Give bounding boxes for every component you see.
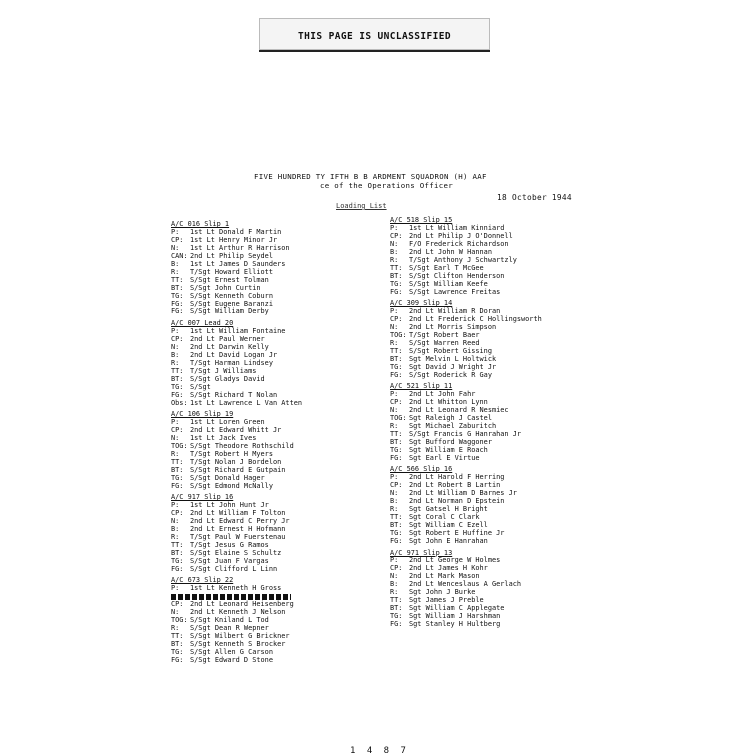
crew-name: 2nd Lt Darwin Kelly [190, 342, 269, 351]
crew-role: P: [390, 556, 399, 565]
crew-role: BT: [171, 374, 184, 383]
crew-role: CP: [171, 426, 184, 435]
crew-name: S/Sgt Ernest Tolman [190, 275, 269, 284]
crew-role: TG: [171, 291, 184, 300]
crew-role: N: [390, 322, 399, 331]
crew-name: 1st Lt Arthur R Harrison [190, 243, 290, 252]
crew-role: BT: [171, 465, 184, 474]
aircraft-crew-group [390, 550, 542, 630]
crew-role: FG: [390, 453, 403, 462]
crew-role: FG: [171, 299, 184, 308]
crew-name: Sgt William J Harshman [409, 612, 501, 621]
crew-name: 2nd Lt Paul Werner [190, 334, 265, 343]
crew-role: B: [171, 525, 180, 534]
crew-role: P: [390, 473, 399, 482]
crew-role: P: [171, 584, 180, 593]
crew-name: S/Sgt Lawrence Freitas [409, 287, 501, 296]
aircraft-crew-group [171, 411, 302, 491]
crew-name: 2nd Lt Norman D Epstein [409, 497, 505, 506]
crew-role: BT: [390, 604, 403, 613]
crew-role: N: [390, 489, 399, 498]
crew-role: TT: [390, 346, 403, 355]
crew-name: S/Sgt Eugene Baranzi [190, 299, 273, 308]
crew-name: 1st Lt James D Saunders [190, 259, 286, 268]
crew-role: R: [171, 358, 180, 367]
crew-role: FG: [171, 564, 184, 573]
crew-role: BT: [171, 548, 184, 557]
crew-role: FG: [390, 370, 403, 379]
crew-role: CP: [171, 334, 184, 343]
crew-name: 2nd Lt William D Barnes Jr [409, 489, 517, 498]
crew-name: T/Sgt Robert H Myers [190, 449, 273, 458]
office-heading: ce of the Operations Officer [320, 181, 453, 190]
aircraft-heading: A/C 971 Slip 13 [390, 548, 453, 557]
crew-role: TG: [390, 445, 403, 454]
crew-role: B: [171, 259, 180, 268]
aircraft-crew-group [390, 300, 542, 380]
aircraft-heading: A/C 106 Slip 19 [171, 410, 234, 419]
crew-role: TOG: [171, 616, 188, 625]
crew-name: 2nd Lt Philip Seydel [190, 251, 273, 260]
crew-name: S/Sgt Juan F Vargas [190, 556, 269, 565]
crew-name: 2nd Lt Leonard R Nesmiec [409, 406, 509, 415]
crew-name: Sgt James J Preble [409, 596, 484, 605]
crew-row [390, 455, 542, 463]
crew-row [390, 621, 542, 629]
crew-role: P: [171, 418, 180, 427]
crew-name: T/Sgt Robert Baer [409, 330, 480, 339]
aircraft-heading: A/C 309 Slip 14 [390, 299, 453, 308]
crew-name: 2nd Lt Frederick C Hollingsworth [409, 315, 542, 324]
crew-name: S/Sgt Kenneth Coburn [190, 291, 273, 300]
crew-role: P: [390, 307, 399, 316]
crew-role: TT: [390, 263, 403, 272]
crew-name: Sgt Raleigh J Castel [409, 414, 492, 423]
aircraft-heading: A/C 673 Slip 22 [171, 576, 234, 585]
crew-role: TG: [171, 473, 184, 482]
crew-name: T/Sgt Howard Elliott [190, 267, 273, 276]
crew-role: P: [171, 227, 180, 236]
crew-role: TG: [390, 612, 403, 621]
crew-name: S/Sgt Kniland L Tod [190, 616, 269, 625]
aircraft-heading: A/C 917 Slip 16 [171, 493, 234, 502]
crew-role: FG: [390, 620, 403, 629]
crew-role: TT: [390, 513, 403, 522]
crew-role: FG: [390, 536, 403, 545]
crew-role: R: [390, 338, 399, 347]
crew-row [390, 538, 542, 546]
crew-name: 2nd Lt Mark Mason [409, 572, 480, 581]
crew-name: S/Sgt Edmond McNally [190, 481, 273, 490]
crew-role: TT: [171, 540, 184, 549]
crew-role: CP: [390, 481, 403, 490]
crew-name: Sgt William E Roach [409, 445, 488, 454]
crew-role: BT: [390, 437, 403, 446]
crew-role: BT: [390, 271, 403, 280]
crew-role: N: [171, 608, 180, 617]
crew-name: S/Sgt Dean R Wepner [190, 624, 269, 633]
crew-role: TT: [171, 275, 184, 284]
crew-name: S/Sgt Roderick R Gay [409, 370, 492, 379]
crew-role: CP: [171, 509, 184, 518]
crew-name: S/Sgt William Keefe [409, 279, 488, 288]
crew-name: 1st Lt Kenneth H Gross [190, 584, 282, 593]
crew-name: S/Sgt Edward D Stone [190, 655, 273, 664]
crew-name: 2nd Lt Kenneth J Nelson [190, 608, 286, 617]
crew-name: T/Sgt Nolan J Bordelon [190, 457, 282, 466]
crew-name: S/Sgt John Curtin [190, 283, 261, 292]
crew-name: Sgt Michael Zaburitch [409, 422, 497, 431]
crew-name: Sgt Bufford Waggoner [409, 437, 492, 446]
crew-name: S/Sgt Elaine S Schultz [190, 548, 282, 557]
crew-name: 2nd Lt Whitton Lynn [409, 398, 488, 407]
crew-role: TG: [390, 279, 403, 288]
aircraft-crew-group [171, 577, 302, 665]
crew-role: TG: [171, 382, 184, 391]
crew-name: 1st Lt William Fontaine [190, 326, 286, 335]
crew-name: Sgt Gatsel H Bright [409, 505, 488, 514]
crew-role: B: [171, 350, 180, 359]
crew-name: 2nd Lt James H Kohr [409, 564, 488, 573]
crew-role: P: [390, 223, 399, 232]
crew-role: P: [171, 326, 180, 335]
crew-role: FG: [171, 655, 184, 664]
crew-role: R: [390, 255, 399, 264]
crew-role: BT: [171, 640, 184, 649]
crew-name: S/Sgt Theodore Rothschild [190, 441, 294, 450]
crew-row [390, 289, 542, 297]
crew-name: T/Sgt J Williams [190, 366, 257, 375]
crew-role: B: [390, 247, 399, 256]
crew-role: B: [390, 580, 399, 589]
crew-role: R: [171, 624, 180, 633]
crew-role: R: [390, 505, 399, 514]
crew-name: T/Sgt Harman Lindsey [190, 358, 273, 367]
crew-name: 1st Lt William Kinniard [409, 223, 505, 232]
crew-role: N: [390, 406, 399, 415]
crew-name: S/Sgt Earl T McGee [409, 263, 484, 272]
crew-name: 2nd Lt Harold F Herring [409, 473, 505, 482]
aircraft-heading: A/C 521 Slip 11 [390, 382, 453, 391]
crew-row [171, 585, 302, 593]
crew-role: CP: [171, 600, 184, 609]
crew-row [171, 483, 302, 491]
crew-name: 2nd Lt Ernest H Hofmann [190, 525, 286, 534]
crew-role: B: [390, 497, 399, 506]
crew-role: FG: [390, 287, 403, 296]
crew-name: Sgt Stanley H Hultberg [409, 620, 501, 629]
crew-role: N: [390, 572, 399, 581]
crew-name: 1st Lt Henry Minor Jr [190, 235, 278, 244]
crew-name: Sgt John J Burke [409, 588, 476, 597]
crew-role: FG: [171, 307, 184, 316]
crew-role: N: [171, 342, 180, 351]
crew-role: BT: [390, 354, 403, 363]
crew-name: 2nd Lt Robert B Lartin [409, 481, 501, 490]
crew-name: 2nd Lt George W Holmes [409, 556, 501, 565]
crew-name: 2nd Lt William F Tolton [190, 509, 286, 518]
crew-role: BT: [171, 283, 184, 292]
crew-role: R: [390, 588, 399, 597]
aircraft-crew-group [390, 383, 542, 463]
crew-name: 2nd Lt Philip J O'Donnell [409, 231, 513, 240]
crew-name: S/Sgt William Derby [190, 307, 269, 316]
crew-name: S/Sgt Kenneth S Brocker [190, 640, 286, 649]
crew-role: TOG: [171, 441, 188, 450]
crew-role: R: [390, 422, 399, 431]
crew-role: R: [171, 449, 180, 458]
crew-name: Sgt Melvin L Holtwick [409, 354, 497, 363]
crew-role: P: [171, 501, 180, 510]
crew-row [171, 400, 302, 408]
crew-role: TT: [171, 632, 184, 641]
crew-role: CP: [171, 235, 184, 244]
crew-role: CP: [390, 564, 403, 573]
crew-name: 2nd Lt William R Doran [409, 307, 501, 316]
left-crew-column [171, 221, 302, 668]
crew-name: T/Sgt Jesus G Ramos [190, 540, 269, 549]
aircraft-crew-group [171, 494, 302, 574]
unclassified-stamp [259, 18, 490, 52]
crew-role: CP: [390, 231, 403, 240]
stamp-text: THIS PAGE IS UNCLASSIFIED [298, 31, 451, 42]
crew-row [390, 372, 542, 380]
squadron-heading: FIVE HUNDRED TY IFTH B B ARDMENT SQUADRON (H) AAF [254, 172, 487, 181]
crew-role: TG: [171, 647, 184, 656]
crew-name: F/O Frederick Richardson [409, 239, 509, 248]
crew-role: Obs: [171, 398, 188, 407]
page-footer-number: 1 4 8 7 [350, 746, 409, 756]
crew-role: N: [171, 433, 180, 442]
crew-name: Sgt John E Hanrahan [409, 536, 488, 545]
crew-name: T/Sgt Anthony J Schwartzly [409, 255, 517, 264]
crew-name: S/Sgt Richard T Nolan [190, 390, 278, 399]
crew-role: TOG: [390, 330, 407, 339]
roster-title: Loading List [336, 202, 387, 210]
document-date: 18 October 1944 [497, 193, 572, 202]
crew-role: N: [171, 517, 180, 526]
crew-role: R: [171, 267, 180, 276]
aircraft-crew-group [171, 320, 302, 407]
crew-name: 2nd Lt Edward C Perry Jr [190, 517, 290, 526]
crew-role: P: [390, 390, 399, 399]
crew-name: S/Sgt Warren Reed [409, 338, 480, 347]
crew-name: 2nd Lt Leonard Heisenberg [190, 600, 294, 609]
crew-name: S/Sgt Francis G Hanrahan Jr [409, 429, 522, 438]
crew-name: T/Sgt Paul W Fuerstenau [190, 533, 286, 541]
crew-name: 1st Lt John Hunt Jr [190, 501, 269, 510]
aircraft-crew-group [390, 217, 542, 297]
crew-role: TT: [390, 596, 403, 605]
crew-row [171, 566, 302, 574]
crew-role: TT: [171, 366, 184, 375]
crew-name: 2nd Lt Wenceslaus A Gerlach [409, 580, 522, 589]
crew-role: FG: [171, 481, 184, 490]
crew-role: FG: [171, 390, 184, 399]
crew-name: S/Sgt Allen G Carson [190, 647, 273, 656]
crew-role: N: [390, 239, 399, 248]
crew-name: S/Sgt Robert Gissing [409, 346, 492, 355]
crew-name: Sgt William C Applegate [409, 604, 505, 613]
crew-name: 2nd Lt Morris Simpson [409, 322, 497, 331]
crew-role: TG: [171, 556, 184, 565]
crew-role: TT: [171, 457, 184, 466]
crew-role: CAN: [171, 251, 188, 260]
crew-name: Sgt Coral C Clark [409, 513, 480, 522]
crew-name: 1st Lt Donald F Martin [190, 227, 282, 236]
aircraft-crew-group [171, 221, 302, 316]
crew-role: TG: [390, 529, 403, 537]
crew-role: TT: [390, 429, 403, 438]
crew-role: R: [171, 533, 180, 541]
crew-name: 2nd Lt John W Hannan [409, 247, 492, 256]
crew-name: 2nd Lt John Fahr [409, 390, 476, 399]
aircraft-heading: A/C 566 Slip 16 [390, 465, 453, 474]
right-crew-column [390, 217, 542, 633]
crew-name: S/Sgt Richard E Gutpain [190, 465, 286, 474]
crew-role: N: [171, 243, 180, 252]
crew-role: BT: [390, 521, 403, 530]
crew-role: TG: [390, 362, 403, 371]
crew-role: CP: [390, 398, 403, 407]
aircraft-crew-group [390, 466, 542, 546]
crew-name: S/Sgt Clifton Henderson [409, 271, 505, 280]
crew-name: Sgt Robert E Huffine Jr [409, 529, 505, 537]
aircraft-heading: A/C 007 Lead 20 [171, 319, 234, 328]
crew-row [171, 657, 302, 665]
crew-name: S/Sgt Gladys David [190, 374, 265, 383]
crew-name: S/Sgt [190, 382, 211, 391]
crew-name: 1st Lt Lawrence L Van Atten [190, 398, 303, 407]
crew-name: S/Sgt Wilbert G Brickner [190, 632, 290, 641]
crew-name: Sgt William C Ezell [409, 521, 488, 530]
crew-role: CP: [390, 315, 403, 324]
crew-name: 2nd Lt Edward Whitt Jr [190, 426, 282, 435]
crew-row [171, 308, 302, 316]
crew-role: TOG: [390, 414, 407, 423]
crew-name: 1st Lt Jack Ives [190, 433, 257, 442]
aircraft-heading: A/C 518 Slip 15 [390, 216, 453, 224]
aircraft-heading: A/C 016 Slip 1 [171, 220, 230, 228]
crew-name: S/Sgt Donald Hager [190, 473, 265, 482]
crew-name: 1st Lt Loren Green [190, 418, 265, 427]
crew-name: Sgt Earl E Virtue [409, 453, 480, 462]
crew-name: 2nd Lt David Logan Jr [190, 350, 278, 359]
crew-name: Sgt David J Wright Jr [409, 362, 497, 371]
crew-name: S/Sgt Clifford L Linn [190, 564, 278, 573]
